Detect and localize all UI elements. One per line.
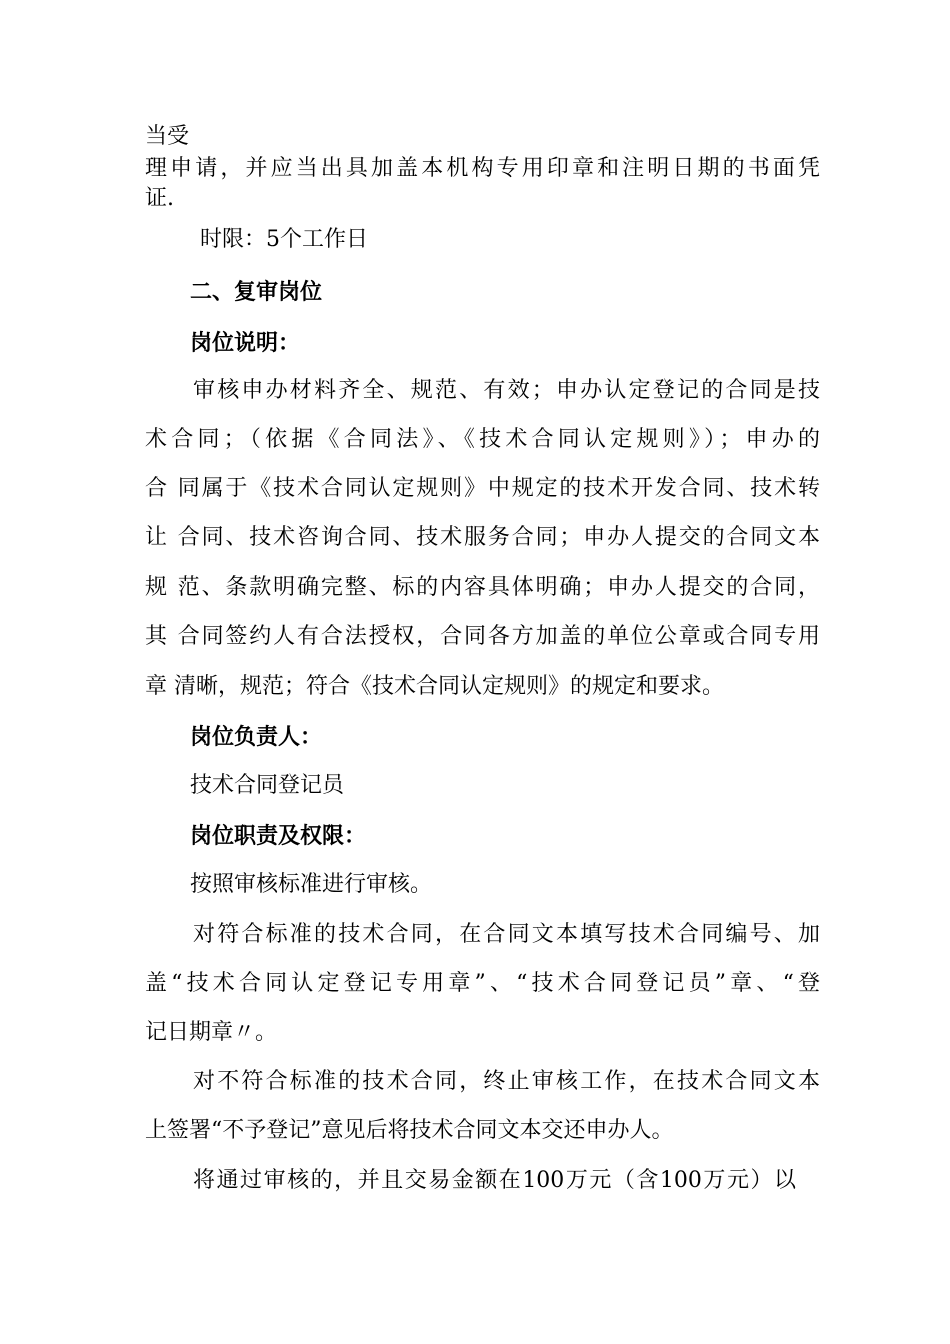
- post-owner-value: 技术合同登记员: [190, 773, 345, 798]
- paragraph-line: 合 同属于《技术合同认定规则》中规定的技术开发合同、技术转: [145, 476, 820, 501]
- deadline-line: 时限：5个工作日: [200, 227, 368, 252]
- paragraph-line: 按照审核标准进行审核。: [190, 872, 433, 897]
- paragraph-line: 章 清晰，规范；符合《技术合同认定规则》的规定和要求。: [145, 674, 724, 699]
- paragraph-line: 记日期章〃。: [145, 1020, 278, 1045]
- subheading-post-description: 岗位说明：: [190, 330, 301, 356]
- paragraph-line: 上签署“不予登记”意见后将技术合同文本交还申办人。: [145, 1118, 674, 1143]
- paragraph-line: 将通过审核的，并且交易金额在100万元（含100万元）以: [193, 1168, 796, 1193]
- paragraph-line: 盖“技术合同认定登记专用章”、“技术合同登记员”章、“登: [145, 971, 820, 996]
- text-line: 当受: [145, 124, 190, 149]
- paragraph-line: 让 合同、技术咨询合同、技术服务合同；申办人提交的合同文本: [145, 525, 820, 550]
- paragraph-line: 审核申办材料齐全、规范、有效；申办认定登记的合同是技: [193, 378, 820, 403]
- text-line: 证.: [145, 186, 174, 211]
- paragraph-line: 规 范、条款明确完整、标的内容具体明确；申办人提交的合同，: [145, 575, 820, 600]
- subheading-post-duties: 岗位职责及权限：: [190, 823, 367, 849]
- paragraph-line: 对符合标准的技术合同，在合同文本填写技术合同编号、加: [193, 922, 820, 947]
- paragraph-line: 对不符合标准的技术合同，终止审核工作，在技术合同文本: [193, 1069, 820, 1094]
- paragraph-line: 其 合同签约人有合法授权，合同各方加盖的单位公章或合同专用: [145, 624, 820, 649]
- paragraph-line: 术合同；（依据《合同法》、《技术合同认定规则》）；申办的: [145, 427, 820, 452]
- subheading-post-owner: 岗位负责人：: [190, 724, 323, 750]
- text-line: 理申请，并应当出具加盖本机构专用印章和注明日期的书面凭: [145, 156, 820, 181]
- section-heading: 二、复审岗位: [190, 279, 323, 305]
